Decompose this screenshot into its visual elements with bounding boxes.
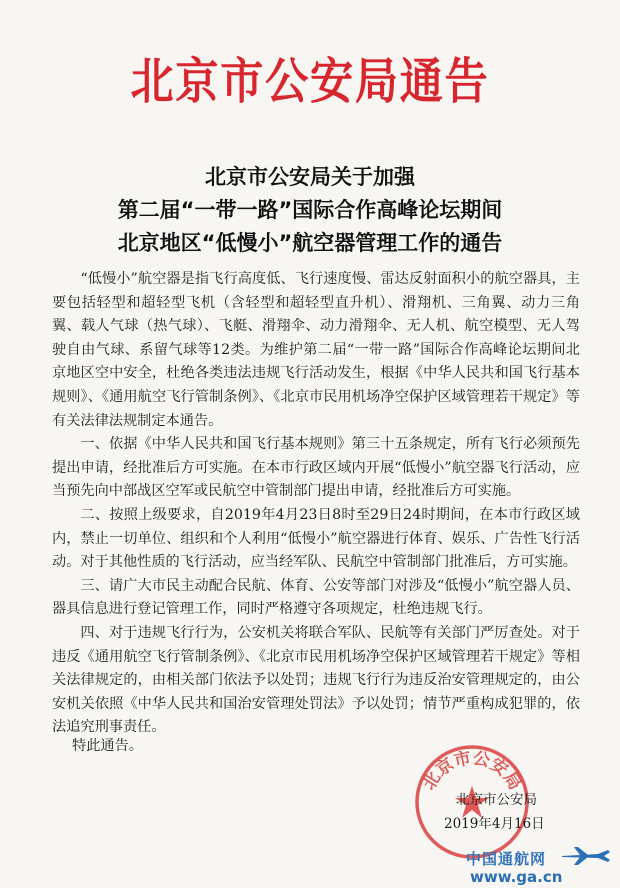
clause-2-paragraph: 二、按照上级要求，自2019年4月23日8时至29日24时期间，在本市行政区域内，禁止一切单位、组织和个人利用“低慢小”航空器进行体育、娱乐、广告性飞行活动。对于其他性质的飞行活动，应当经军队、民航空中管制部门批准后，方可实施。 [52,506,580,571]
issuer-name: 北京市公安局 [456,792,537,808]
watermark-site-name: 中国通航网 [466,850,547,868]
subtitle-line-3: 北京地区“低慢小”航空器管理工作的通告 [117,231,503,255]
watermark-url: www.ga.cn [470,868,563,886]
intro-paragraph: “低慢小”航空器是指飞行高度低、飞行速度慢、雷达反射面积小的航空器具，主要包括轻型和超轻型飞机（含轻型和超轻型直升机）、滑翔机、三角翼、动力三角翼、载人气球（热气球）、飞艇、滑翔伞、动力滑翔伞、无人机、航空模型、无人驾驶自由气球、系留气球等12类。为维护第二届“一带一路”国际合作高峰论坛期间北京地区空中安全，杜绝各类违法违规飞行活动发生，根据《中华人民共和国飞行基本规则》、《通用航空飞行管制条例》、《北京市民用机场净空保护区域管理若干规定》等有关法律法规制定本通告。 [52,271,580,429]
clause-1-paragraph: 一、依据《中华人民共和国飞行基本规则》第三十五条规定，所有飞行必须预先提出申请，经批准后方可实施。在本市行政区域内开展“低慢小”航空器飞行活动，应当预先向中部战区空军或民航空中管制部门提出申请，经批准后方可实施。 [52,436,580,500]
airplane-icon [560,844,612,866]
subtitle-line-2: 第二届“一带一路”国际合作高峰论坛期间 [117,198,503,222]
issue-date: 2019年4月16日 [444,816,545,832]
closing-text: 特此通告。 [72,738,143,754]
notice-banner-title: 北京市公安局通告 [130,53,490,110]
clause-3-paragraph: 三、请广大市民主动配合民航、体育、公安等部门对涉及“低慢小”航空器人员、器具信息进行登记管理工作，同时严格遵守各项规定，杜绝违规飞行。 [52,577,580,618]
notice-body [52,268,580,740]
seal-text: 北京市公安局 [419,748,525,794]
clause-4-paragraph: 四、对于违规飞行行为，公安机关将联合军队、民航等有关部门严厉查处。对于违反《通用航空飞行管制条例》、《北京市民用机场净空保护区域管理若干规定》等相关法律规定的，由相关部门依法予以处罚；违规飞行行为违反治安管理规定的，由公安机关依照《中华人民共和国治安管理处罚法》予以处罚；情节严重构成犯罪的，依法追究刑事责任。 [52,624,580,736]
subtitle-line-1: 北京市公安局关于加强 [205,165,415,189]
